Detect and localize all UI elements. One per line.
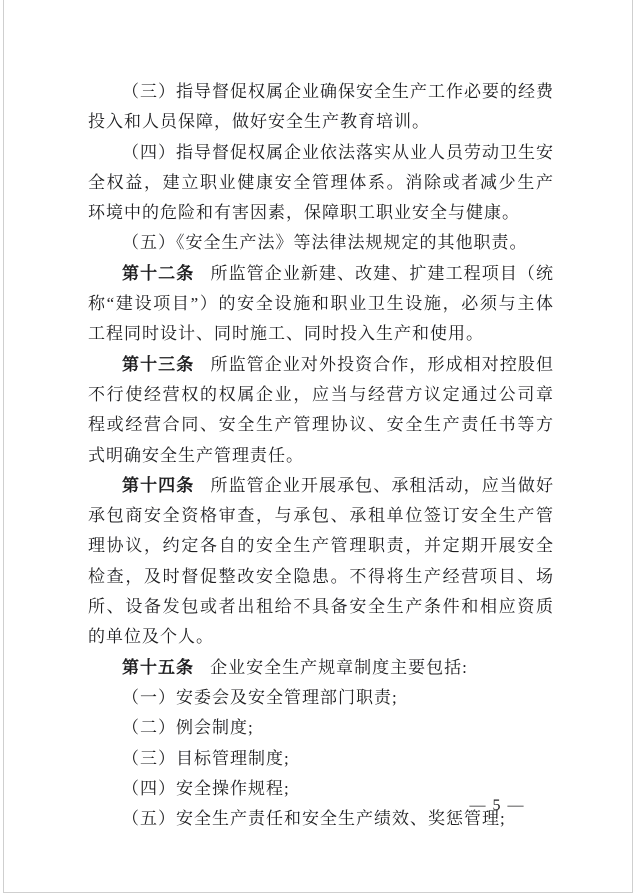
paragraph bbox=[88, 683, 554, 713]
article-number: 第十二条 bbox=[122, 263, 195, 283]
article-number: 第十三条 bbox=[122, 354, 195, 374]
paragraph-text: （二）例会制度; bbox=[122, 718, 254, 738]
paragraph bbox=[88, 471, 554, 653]
paragraph-text: 所监管企业新建、改建、扩建工程项目（统称“建设项目”）的安全设施和职业卫生设施，必须与主体工程同时设计、同时施工、同时投入生产和使用。 bbox=[88, 263, 555, 344]
paragraph-text: （三）目标管理制度; bbox=[122, 748, 290, 768]
paragraph bbox=[88, 138, 554, 229]
article-number: 第十五条 bbox=[122, 657, 194, 677]
paragraph-text: （一）安委会及安全管理部门职责; bbox=[122, 687, 398, 707]
paragraph-text: 所监管企业对外投资合作，形成相对控股但不行使经营权的权属企业，应当与经营方议定通过公司章程或经营合同、安全生产管理协议、安全生产责任书等方式明确安全生产管理责任。 bbox=[88, 354, 555, 465]
paragraph-text: （五）《安全生产法》等法律法规规定的其他职责。 bbox=[122, 233, 528, 253]
paragraph bbox=[88, 77, 554, 138]
paragraph bbox=[88, 713, 554, 743]
document-body bbox=[88, 77, 554, 834]
paragraph bbox=[88, 259, 554, 350]
paragraph-text: （四）安全操作规程; bbox=[122, 778, 290, 798]
document-page bbox=[3, 0, 633, 893]
paragraph bbox=[88, 744, 554, 774]
paragraph-text: （三）指导督促权属企业确保安全生产工作必要的经费投入和人员保障，做好安全生产教育培训。 bbox=[88, 82, 554, 132]
paragraph-text: （五）安全生产责任和安全生产绩效、奖惩管理; bbox=[122, 809, 506, 829]
article-number: 第十四条 bbox=[122, 475, 195, 495]
paragraph-text: 所监管企业开展承包、承租活动，应当做好承包商安全资格审查，与承包、承租单位签订安全生产管理协议，约定各自的安全生产管理职责，并定期开展安全检查，及时督促整改安全隐患。不得将生产经营项目、场所、设备发包或者出租给不具备安全生产条件和相应资质的单位及个人。 bbox=[88, 475, 555, 647]
paragraph bbox=[88, 653, 554, 683]
page-number: — 5 — bbox=[469, 797, 525, 814]
paragraph-text: 企业安全生产规章制度主要包括: bbox=[210, 657, 468, 677]
paragraph bbox=[88, 228, 554, 258]
paragraph bbox=[88, 350, 554, 471]
paragraph-text: （四）指导督促权属企业依法落实从业人员劳动卫生安全权益，建立职业健康安全管理体系。消除或者减少生产环境中的危险和有害因素，保障职工职业安全与健康。 bbox=[88, 142, 554, 223]
